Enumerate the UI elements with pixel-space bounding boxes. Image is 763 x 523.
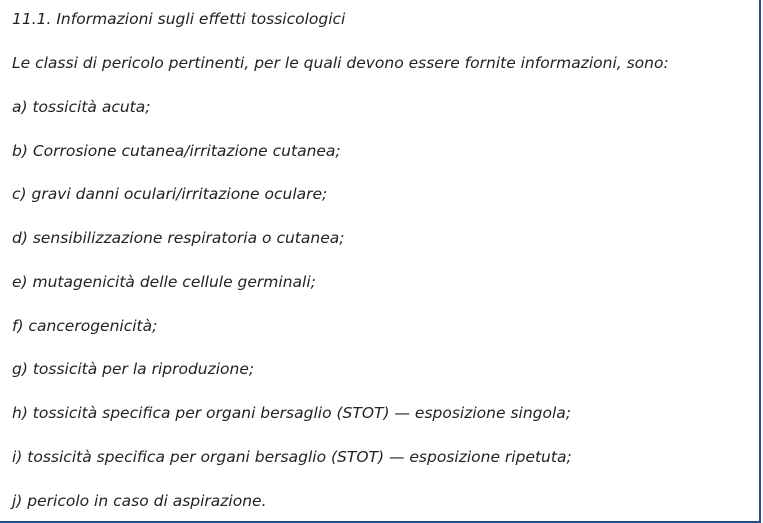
hazard-class-item-d: d) sensibilizzazione respiratoria o cutanea; [12,229,345,247]
hazard-class-item-b: b) Corrosione cutanea/irritazione cutanea; [12,142,341,160]
hazard-class-item-a: a) tossicità acuta; [12,98,151,116]
section-heading: 11.1. Informazioni sugli effetti tossicologici [12,10,346,28]
intro-paragraph: Le classi di pericolo pertinenti, per le quali devono essere fornite informazioni, sono: [12,54,669,72]
hazard-class-item-i: i) tossicità specifica per organi bersaglio (STOT) — esposizione ripetuta; [12,448,572,466]
hazard-class-item-h: h) tossicità specifica per organi bersaglio (STOT) — esposizione singola; [12,404,571,422]
hazard-class-item-f: f) cancerogenicità; [12,317,158,335]
hazard-class-item-c: c) gravi danni oculari/irritazione oculare; [12,185,328,203]
hazard-class-item-j: j) pericolo in caso di aspirazione. [12,492,267,510]
hazard-class-item-g: g) tossicità per la riproduzione; [12,360,255,378]
hazard-class-item-e: e) mutagenicità delle cellule germinali; [12,273,316,291]
